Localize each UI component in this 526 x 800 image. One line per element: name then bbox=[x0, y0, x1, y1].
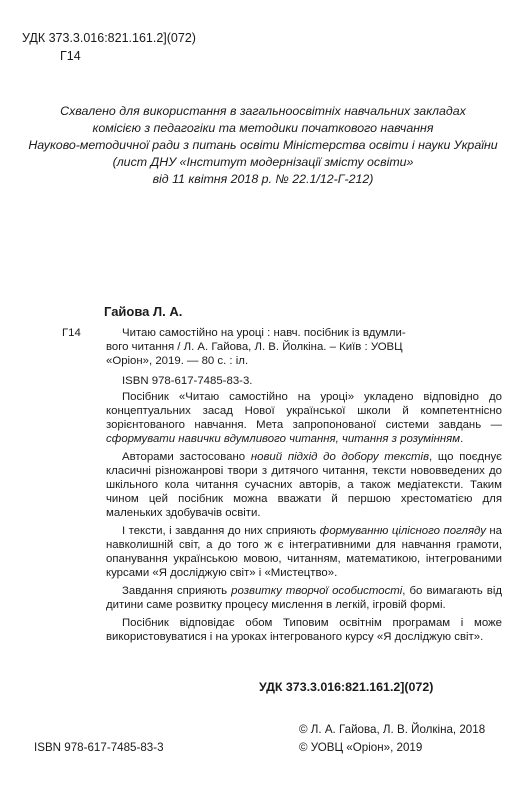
approval-line: (лист ДНУ «Інститут модернізації змісту освіти» bbox=[112, 155, 414, 169]
udk-header: УДК 373.3.016:821.161.2](072) bbox=[22, 31, 196, 45]
description-paragraph: І тексти, і завдання до них сприяють формуванню цілісного погляду на навколишній світ, а до того ж є інтегративними для навчання грамоти, опанування українською мовою, читанням, математикою, інтегрованими курсами «Я досліджую світ» і «Мистецтво». bbox=[106, 525, 502, 579]
class-code-header: Г14 bbox=[60, 49, 81, 63]
emphasis-text: розвитку творчої особистості bbox=[231, 585, 403, 597]
description-paragraph: Посібник відповідає обом Типовим освітнім програмам і може використовуватися і на уроках інтегрованого курсу «Я досліджую світ». bbox=[106, 617, 502, 643]
approval-line: Науково-методичної ради з питань освіти Міністерства освіти і науки України bbox=[28, 138, 498, 152]
approval-line: Схвалено для використання в загальноосвітніх навчальних закладах bbox=[60, 104, 466, 118]
catalog-entry-line: Читаю самостійно на уроці : навч. посібник із вдумли- bbox=[122, 327, 406, 339]
emphasis-text: новий підхід до добору текстів bbox=[250, 451, 430, 463]
approval-line: від 11 квітня 2018 р. № 22.1/12-Г-212) bbox=[152, 172, 374, 186]
isbn-footer: ISBN 978-617-7485-83-3 bbox=[34, 741, 164, 754]
description-paragraph: Авторами застосовано новий підхід до добору текстів, що поєднує класичні різножанрові твори з дитячого читання, тексти нововведених до шкільного кола читання сучасних авторів, а також медіатексти. Таким чином цей посібник можна вважати й першою хрестоматією для маленьких здобувачів освіти. bbox=[106, 451, 502, 519]
catalog-entry bbox=[106, 326, 502, 368]
description-paragraph: Завдання сприяють розвитку творчої особистості, бо вимагають від дитини саме розвитку процесу мислення в легкій, ігровій формі. bbox=[106, 585, 502, 611]
approval-line: комісією з педагогіки та методики початкового навчання bbox=[92, 121, 434, 135]
description-paragraph: Посібник «Читаю самостійно на уроці» укладено відповідно до концептуальних засад Нової української школи й компетентнісно зорієнтованого навчання. Мета запропонованої системи завдань — сформувати навички вдумливого читання, читання з розумінням. bbox=[106, 391, 502, 445]
copyright-publisher: © УОВЦ «Оріон», 2019 bbox=[299, 741, 423, 754]
udk-footer: УДК 373.3.016:821.161.2](072) bbox=[259, 680, 434, 694]
class-code: Г14 bbox=[62, 327, 81, 339]
catalog-entry-line: «Оріон», 2019. — 80 с. : іл. bbox=[106, 355, 249, 367]
catalog-entry-line: вого читання / Л. А. Гайова, Л. В. Йолкіна. – Київ : УОВЦ bbox=[106, 341, 403, 353]
emphasis-text: сформувати навички вдумливого читання, читання з розумінням bbox=[106, 433, 461, 445]
book-description bbox=[106, 390, 502, 648]
emphasis-text: формуванню цілісного погляду bbox=[319, 525, 486, 537]
approval-notice bbox=[20, 103, 506, 188]
isbn-entry: ISBN 978-617-7485-83-3. bbox=[122, 375, 253, 387]
copyright-authors: © Л. А. Гайова, Л. В. Йолкіна, 2018 bbox=[299, 723, 486, 736]
author-heading: Гайова Л. А. bbox=[104, 304, 183, 319]
